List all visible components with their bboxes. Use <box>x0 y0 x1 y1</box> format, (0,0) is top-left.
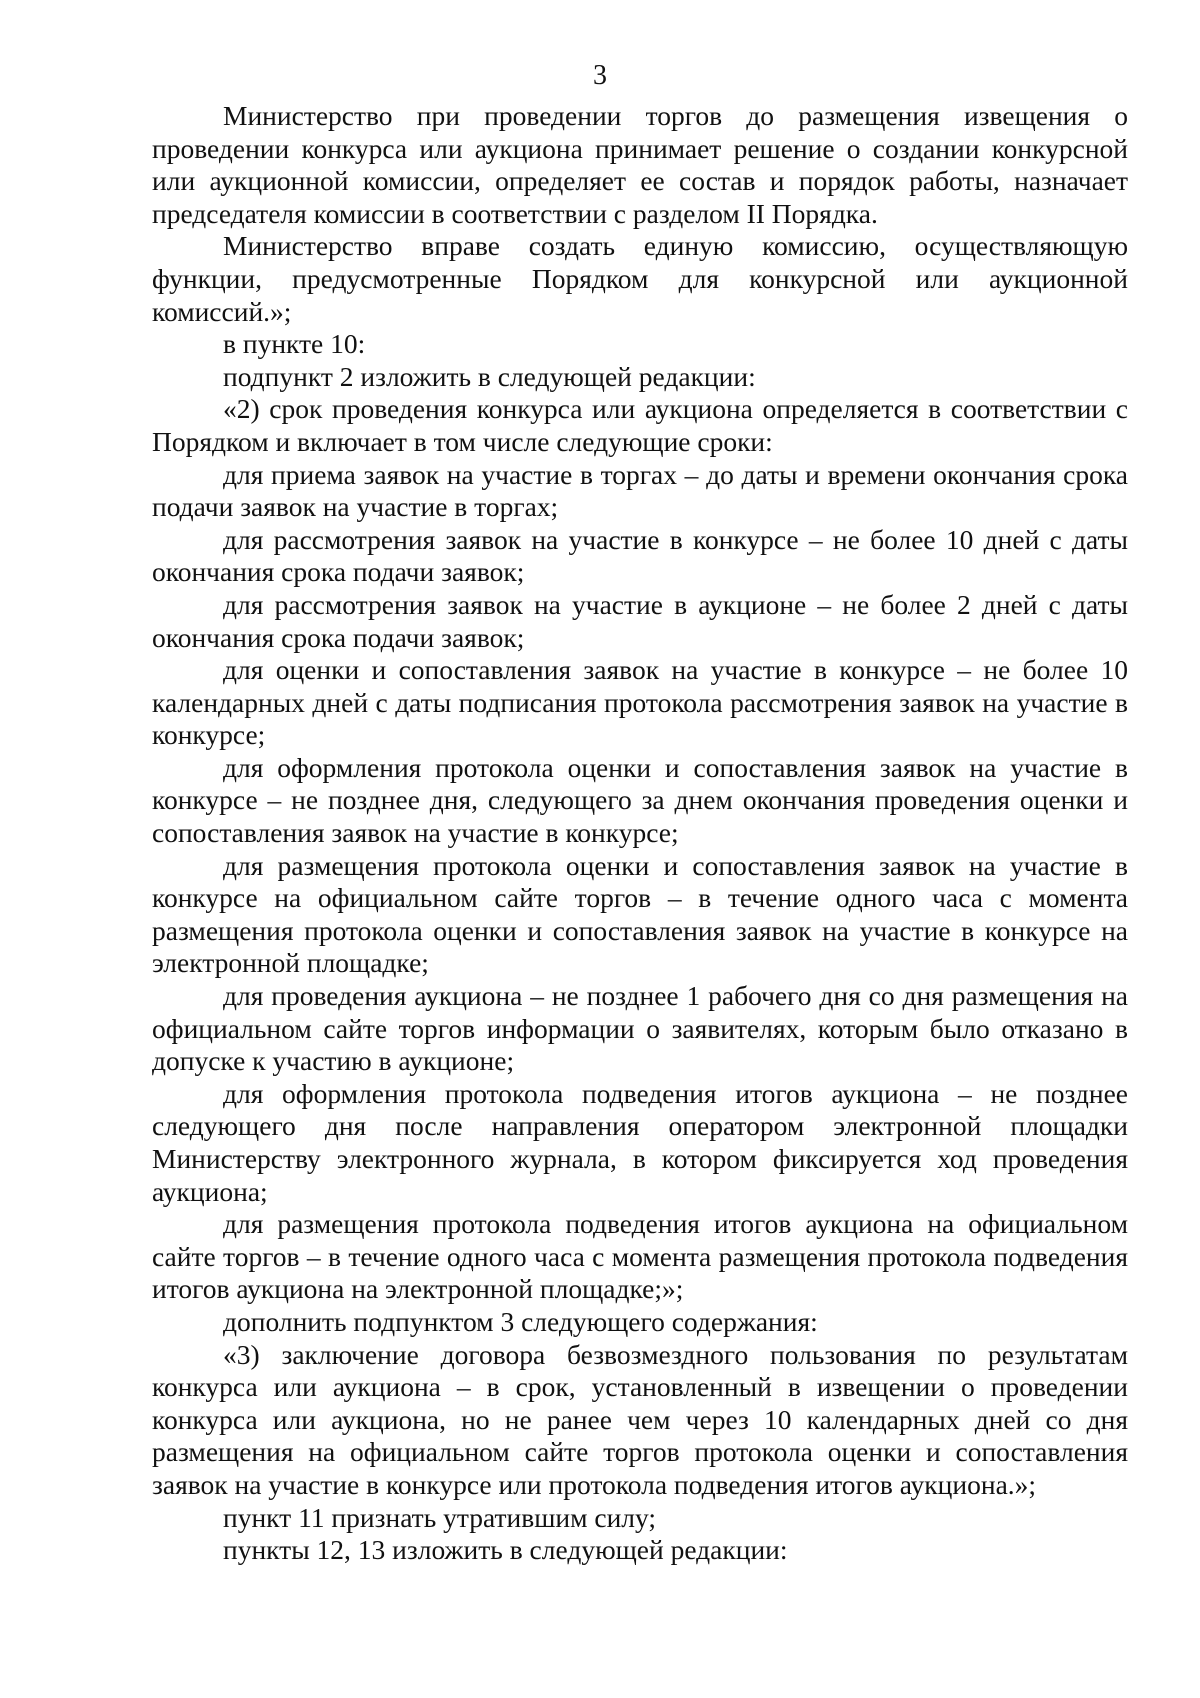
paragraph: для оценки и сопоставления заявок на участие в конкурсе – не более 10 календарных дней с даты подписания протокола рассмотрения заявок на участие в конкурсе; <box>152 654 1128 751</box>
paragraph: для размещения протокола оценки и сопоставления заявок на участие в конкурсе на официальном сайте торгов – в течение одного часа с момента размещения протокола оценки и сопоставления заявок на участие в конкурсе на электронной площадке; <box>152 849 1128 979</box>
paragraph: в пункте 10: <box>223 328 366 360</box>
paragraph: «3) заключение договора безвозмездного пользования по результатам конкурса или аукциона – в срок, установленный в извещении о проведении конкурса или аукциона, но не ранее чем через 10 календарных дней со дня размещения на официальном сайте торгов протокола оценки и сопоставления заявок на участие в конкурсе или протокола подведения итогов аукциона.»; <box>152 1338 1128 1500</box>
paragraph: Министерство вправе создать единую комиссию, осуществляющую функции, предусмотренные Порядком для конкурсной или аукционной комиссий.»; <box>152 230 1128 327</box>
paragraph: для рассмотрения заявок на участие в конкурсе – не более 10 дней с даты окончания срока подачи заявок; <box>152 523 1128 588</box>
paragraph: Министерство при проведении торгов до размещения извещения о проведении конкурса или аукциона принимает решение о создании конкурсной или аукционной комиссии, определяет ее состав и порядок работы, назначает председателя комиссии в соответствии с разделом II Порядка. <box>152 100 1128 229</box>
paragraph: для рассмотрения заявок на участие в аукционе – не более 2 дней с даты окончания срока подачи заявок; <box>152 588 1128 653</box>
paragraph: для размещения протокола подведения итогов аукциона на официальном сайте торгов – в течение одного часа с момента размещения протокола подведения итогов аукциона на электронной площадке;»; <box>152 1208 1128 1305</box>
paragraph: для оформления протокола подведения итогов аукциона – не позднее следующего дня после направления оператором электронной площадки Министерству электронного журнала, в котором фиксируется ход проведения аукциона; <box>152 1077 1128 1207</box>
paragraph: пункты 12, 13 изложить в следующей редакции: <box>223 1534 788 1566</box>
paragraph: для приема заявок на участие в торгах – до даты и времени окончания срока подачи заявок на участие в торгах; <box>152 458 1128 523</box>
paragraph: «2) срок проведения конкурса или аукциона определяется в соответствии с Порядком и включает в том числе следующие сроки: <box>152 393 1128 457</box>
paragraph: дополнить подпунктом 3 следующего содержания: <box>223 1305 818 1337</box>
paragraph: для проведения аукциона – не позднее 1 рабочего дня со дня размещения на официальном сайте торгов информации о заявителях, которым было отказано в допуске к участию в аукционе; <box>152 980 1128 1077</box>
document-body <box>152 100 1128 1567</box>
paragraph: пункт 11 признать утратившим силу; <box>223 1501 657 1533</box>
page-number: 3 <box>593 60 607 91</box>
paragraph: подпункт 2 изложить в следующей редакции: <box>223 360 756 392</box>
paragraph: для оформления протокола оценки и сопоставления заявок на участие в конкурсе – не позднее дня, следующего за днем окончания проведения оценки и сопоставления заявок на участие в конкурсе; <box>152 751 1128 849</box>
